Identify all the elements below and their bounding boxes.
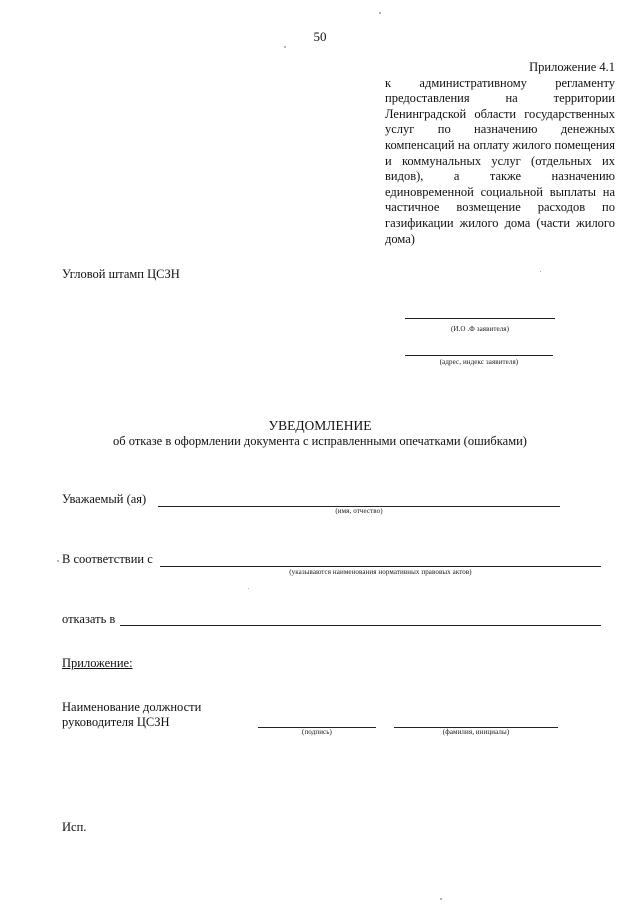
position-line-2: руководителя ЦСЗН [62, 715, 170, 729]
applicant-address-caption: (адрес, индекс заявителя) [439, 358, 519, 366]
scan-speck [284, 46, 286, 48]
scan-speck [57, 560, 59, 562]
page-number: 50 [313, 29, 327, 44]
executor-label: Исп. [62, 820, 87, 834]
accordance-label: В соответствии с [62, 552, 153, 566]
refuse-label: отказать в [62, 612, 116, 626]
scan-speck [248, 588, 249, 589]
scan-speck [440, 898, 442, 900]
refuse-input-line[interactable] [120, 625, 601, 626]
applicant-address-block [405, 355, 553, 366]
notice-title: УВЕДОМЛЕНИЕ [268, 418, 372, 433]
appendix-block [385, 60, 615, 247]
scan-speck [540, 271, 541, 272]
position-line-1: Наименование должности [62, 700, 202, 714]
signature-caption: (подпись) [302, 728, 332, 736]
dear-caption: (имя, отчество) [335, 507, 383, 515]
appendix-body: к административному регламенту предоставления на территории Ленинградской области государственных услуг по назначению денежных компенсаций на оплату жилого помещения и коммунальных услуг (отдельных их видов), а также назначению единовременной социальной выплаты на частичное возмещение расходов по газификации жилого дома (части жилого дома) [385, 75, 615, 246]
dear-label: Уважаемый (ая) [62, 492, 147, 506]
applicant-name-line [405, 318, 555, 319]
attachment-label: Приложение: [62, 656, 133, 670]
accordance-input-line[interactable] [160, 566, 601, 567]
notice-subtitle: об отказе в оформлении документа с исправленными опечатками (ошибками) [113, 434, 527, 448]
applicant-name-caption: (И.О .Ф заявителя) [450, 325, 510, 333]
appendix-title: Приложение 4.1 [529, 60, 615, 74]
corner-stamp-label: Угловой штамп ЦСЗН [62, 267, 180, 281]
scan-speck [379, 12, 381, 14]
accordance-caption: (указываются наименования нормативных правовых актов) [289, 568, 472, 576]
head-name-caption: (фамилия, инициалы) [442, 728, 510, 736]
applicant-name-block [405, 318, 555, 333]
applicant-address-line [405, 355, 553, 356]
